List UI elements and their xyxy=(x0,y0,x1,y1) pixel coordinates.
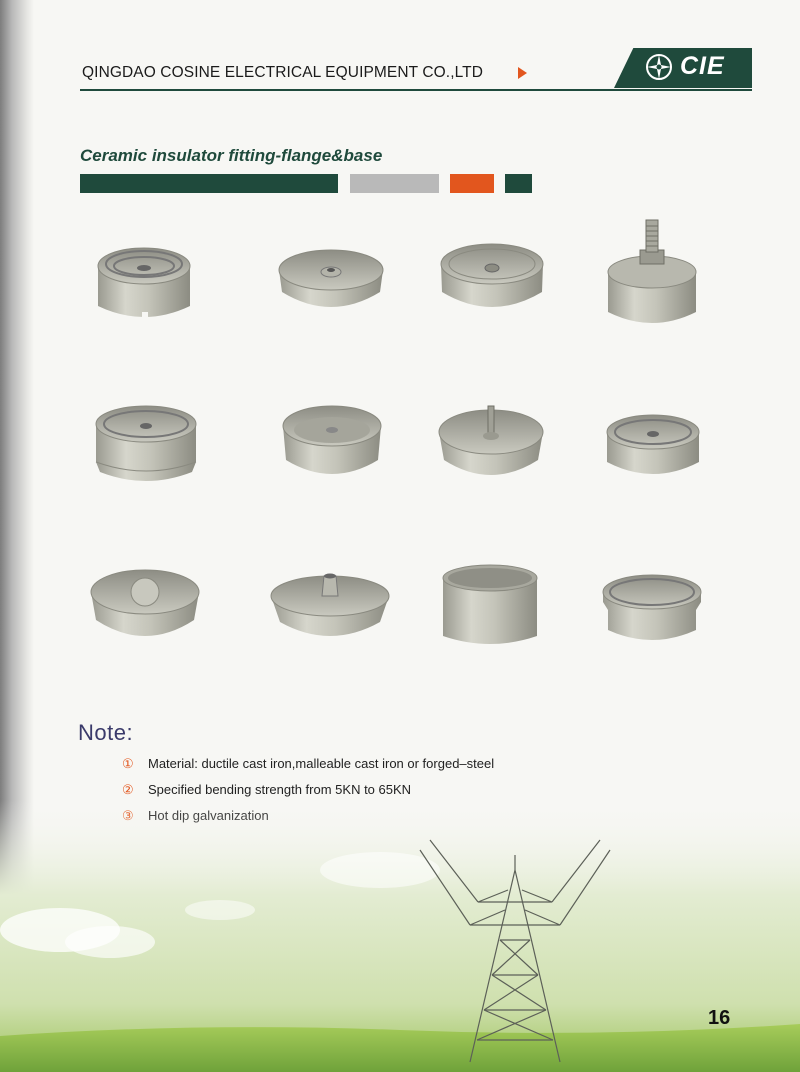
note-text: Material: ductile cast iron,malleable cast iron or forged–steel xyxy=(148,756,495,771)
note-item xyxy=(122,756,494,772)
title-bar-green-small xyxy=(505,174,532,193)
note-text: Specified bending strength from 5KN to 65KN xyxy=(148,782,412,797)
product-flange-wide-rim-center-boss xyxy=(268,566,392,644)
header-arrow-icon xyxy=(518,67,527,79)
product-flange-shallow-bowl-center-boss xyxy=(276,242,386,316)
note-heading: Note: xyxy=(78,720,134,745)
product-flange-bowl-dome-center xyxy=(88,562,202,646)
product-flange-ribbed-cap xyxy=(94,228,194,324)
title-bar-orange xyxy=(450,174,494,193)
note-item xyxy=(122,782,411,798)
product-flange-ribbed-low xyxy=(604,404,702,482)
product-flange-straight-ring xyxy=(440,560,540,650)
product-flange-ribbed-inner-wall xyxy=(92,392,200,486)
power-tower-landscape xyxy=(0,800,800,1072)
product-flange-deep-bowl-center-hole xyxy=(438,236,546,316)
logo-text: CIE xyxy=(680,52,725,80)
title-bar-gray xyxy=(350,174,439,193)
note-number: ② xyxy=(122,782,134,797)
title-bar-green xyxy=(80,174,338,193)
header-rule xyxy=(80,89,752,91)
company-name: QINGDAO COSINE ELECTRICAL EQUIPMENT CO.,LTD xyxy=(82,64,484,81)
note-number: ① xyxy=(122,756,134,771)
product-flange-bowl-center-pin xyxy=(436,398,546,486)
product-base-with-threaded-bolt xyxy=(604,216,700,328)
compass-logo-icon xyxy=(645,53,673,81)
product-flange-bowl-plain xyxy=(280,396,384,484)
page-number: 16 xyxy=(708,1007,731,1029)
section-title: Ceramic insulator fitting-flange&base xyxy=(80,146,383,165)
product-flange-cap-shoulder xyxy=(600,564,704,644)
